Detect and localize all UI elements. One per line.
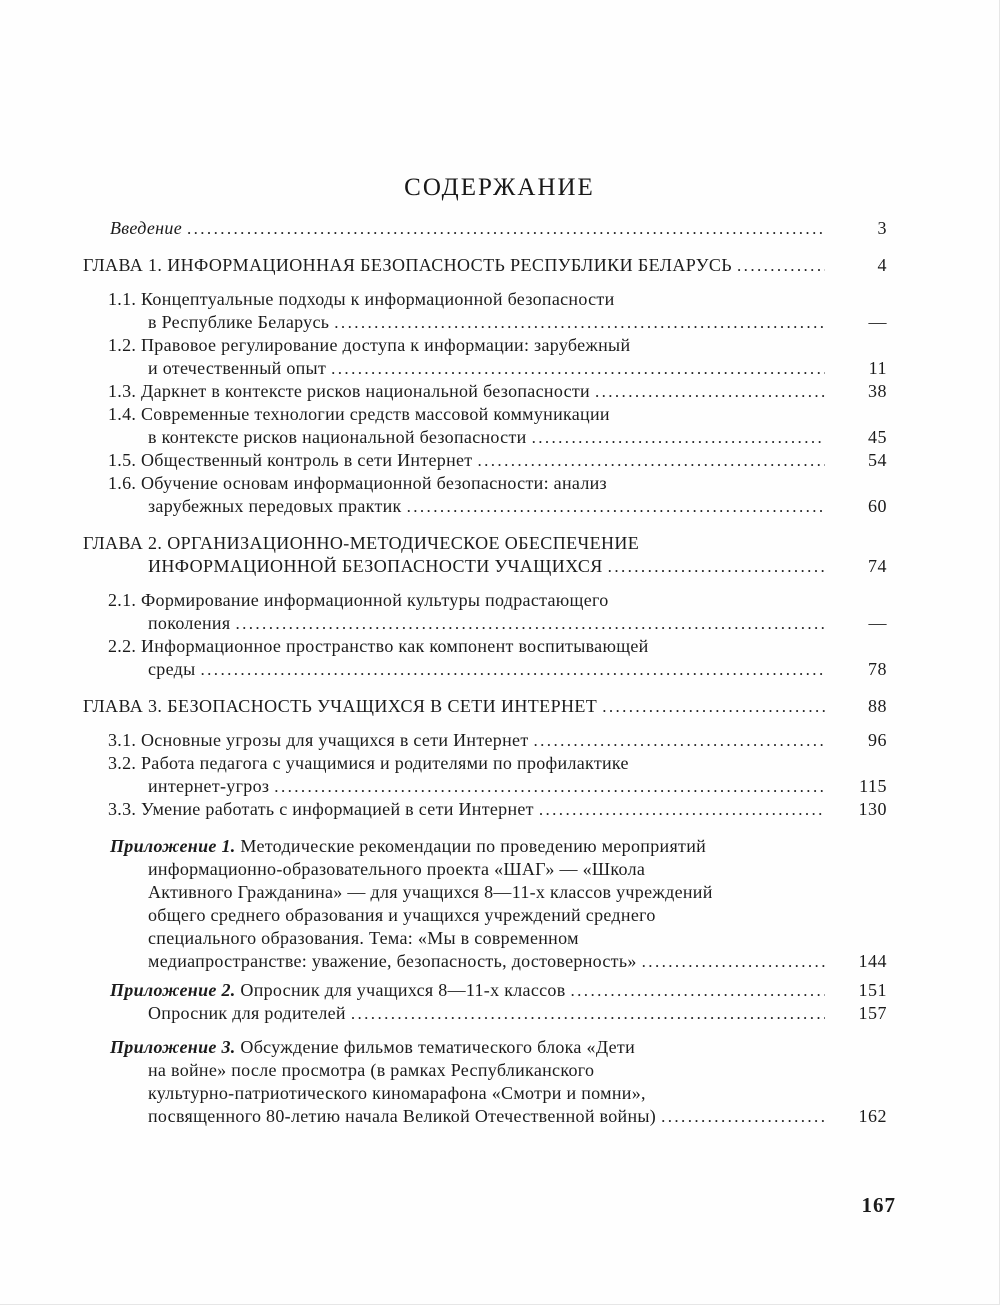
dot-leader (334, 311, 825, 334)
toc-entry-prefix: Приложение 1. (110, 836, 241, 856)
toc-entry (83, 403, 887, 449)
toc-entry-text: и отечественный опыт (148, 358, 327, 378)
dot-leader (532, 426, 825, 449)
toc-line (83, 881, 887, 904)
toc-line (83, 729, 887, 752)
toc-entry-text: 1.1. Концептуальные подходы к информационной безопасности (108, 289, 615, 309)
toc-entry-text: 3.3. Умение работать с информацией в сети Интернет (108, 799, 534, 819)
toc-line (83, 555, 887, 578)
toc-entry-text: Приложение 2. Опросник для учащихся 8—11-х классов (110, 980, 566, 1000)
toc-entry (83, 1002, 887, 1025)
toc-line (83, 1082, 887, 1105)
dot-leader (571, 979, 826, 1002)
toc-entry (83, 979, 887, 1002)
dot-leader (235, 612, 825, 635)
toc-line (83, 403, 887, 426)
toc-line (83, 775, 887, 798)
toc-entry-text: 3.2. Работа педагога с учащимися и родителями по профилактике (108, 753, 629, 773)
dot-leader (608, 555, 825, 578)
toc-page-number: 115 (859, 776, 887, 796)
toc-page-number: 162 (858, 1106, 887, 1126)
toc-line (83, 334, 887, 357)
toc-entry (83, 835, 887, 973)
toc-page-number: — (868, 312, 887, 332)
dot-leader (187, 217, 825, 240)
toc-entry-text: на войне» после просмотра (в рамках Республиканского (148, 1060, 595, 1080)
dot-leader (351, 1002, 825, 1025)
toc-entry-prefix: Приложение 3. (110, 1037, 241, 1057)
toc-line (83, 1105, 887, 1128)
toc-page-number: 38 (868, 381, 887, 401)
toc-entry (83, 589, 887, 635)
toc-entry-text: в контексте рисков национальной безопасности (148, 427, 527, 447)
toc-line (83, 904, 887, 927)
dot-leader (661, 1105, 825, 1128)
dot-leader (534, 729, 826, 752)
toc-line (83, 612, 887, 635)
dot-leader (539, 798, 825, 821)
toc-page-number: 88 (868, 696, 887, 716)
toc-entry-text: 2.2. Информационное пространство как компонент воспитывающей (108, 636, 649, 656)
toc-line (83, 658, 887, 681)
toc-line (83, 950, 887, 973)
dot-leader (642, 950, 825, 973)
toc-entry-text: поколения (148, 613, 231, 633)
toc-entry-text: Приложение 1. Методические рекомендации по проведению мероприятий (110, 836, 707, 856)
page-number: 167 (861, 1193, 896, 1217)
toc-line (83, 217, 887, 240)
dot-leader (595, 380, 825, 403)
toc-entry-prefix: Приложение 2. (110, 980, 241, 1000)
toc-line (83, 589, 887, 612)
toc-entry (83, 798, 887, 821)
toc-line (83, 635, 887, 658)
toc-list (83, 217, 887, 1128)
toc-page-number: 74 (868, 556, 887, 576)
toc-line (83, 380, 887, 403)
toc-line (83, 979, 887, 1002)
toc-entry-text: 1.5. Общественный контроль в сети Интернет (108, 450, 473, 470)
toc-entry-text: ГЛАВА 1. ИНФОРМАЦИОННАЯ БЕЗОПАСНОСТЬ РЕСПУБЛИКИ БЕЛАРУСЬ (83, 255, 733, 275)
toc-entry (83, 532, 887, 578)
toc-line (83, 357, 887, 380)
toc-line (83, 752, 887, 775)
toc-entry-text: посвященного 80-летию начала Великой Отечественной войны) (148, 1106, 657, 1126)
toc-page-number: 144 (858, 951, 887, 971)
toc-entry-text: специального образования. Тема: «Мы в современном (148, 928, 579, 948)
dot-leader (201, 658, 826, 681)
toc-line (83, 495, 887, 518)
toc-entry-text: общего среднего образования и учащихся учреждений среднего (148, 905, 656, 925)
toc-line (83, 1036, 887, 1059)
toc-entry-text: Опросник для родителей (148, 1003, 346, 1023)
toc-page-number: 60 (868, 496, 887, 516)
toc-line (83, 472, 887, 495)
toc-page-number: 78 (868, 659, 887, 679)
toc-line (83, 426, 887, 449)
toc-entry (83, 695, 887, 718)
toc-entry-text: медиапространстве: уважение, безопасность, достоверность» (148, 951, 637, 971)
toc-line (83, 311, 887, 334)
dot-leader (274, 775, 825, 798)
toc-entry-text: Приложение 3. Обсуждение фильмов тематического блока «Дети (110, 1037, 636, 1057)
toc-entry (83, 288, 887, 334)
toc-entry-text: ГЛАВА 3. БЕЗОПАСНОСТЬ УЧАЩИХСЯ В СЕТИ ИНТЕРНЕТ (83, 696, 598, 716)
dot-leader (331, 357, 825, 380)
toc-line (83, 288, 887, 311)
toc-entry (83, 472, 887, 518)
toc-page-number: — (868, 613, 887, 633)
page-title: СОДЕРЖАНИЕ (404, 174, 595, 201)
toc-page-number: 151 (858, 980, 887, 1000)
toc-entry (83, 635, 887, 681)
toc-entry (83, 254, 887, 277)
toc-line (83, 1002, 887, 1025)
toc-page-number: 45 (868, 427, 887, 447)
toc-line (83, 532, 887, 555)
toc-line (83, 835, 887, 858)
toc-line (83, 695, 887, 718)
toc-entry-text: интернет-угроз (148, 776, 270, 796)
toc-entry-text: Введение (110, 218, 182, 238)
toc-line (83, 254, 887, 277)
toc-page-number: 54 (868, 450, 887, 470)
toc-entry-text: в Республике Беларусь (148, 312, 330, 332)
toc-entry (83, 380, 887, 403)
toc-entry (83, 729, 887, 752)
toc-page-number: 96 (868, 730, 887, 750)
dot-leader (737, 254, 825, 277)
toc-entry-text: культурно-патриотического киномарафона «Смотри и помни», (148, 1083, 646, 1103)
toc-page-number: 4 (877, 255, 887, 275)
toc-entry-text: ГЛАВА 2. ОРГАНИЗАЦИОННО-МЕТОДИЧЕСКОЕ ОБЕСПЕЧЕНИЕ (83, 533, 640, 553)
toc-entry (83, 1036, 887, 1128)
toc-entry (83, 217, 887, 240)
dot-leader (602, 695, 825, 718)
dot-leader (407, 495, 825, 518)
toc-line (83, 1059, 887, 1082)
toc-entry-text: 3.1. Основные угрозы для учащихся в сети Интернет (108, 730, 529, 750)
toc-entry-text: ИНФОРМАЦИОННОЙ БЕЗОПАСНОСТИ УЧАЩИХСЯ (148, 556, 603, 576)
toc-line (83, 449, 887, 472)
toc-entry-text: 1.3. Даркнет в контексте рисков национальной безопасности (108, 381, 590, 401)
dot-leader (477, 449, 825, 472)
toc-line (83, 798, 887, 821)
toc-page-number: 157 (858, 1003, 887, 1023)
toc-entry-text: информационно-образовательного проекта «ШАГ» — «Школа (148, 859, 646, 879)
toc-entry-text: 1.4. Современные технологии средств массовой коммуникации (108, 404, 610, 424)
toc-entry-text: среды (148, 659, 196, 679)
toc-entry-text: 2.1. Формирование информационной культуры подрастающего (108, 590, 609, 610)
toc-entry-text: Активного Гражданина» — для учащихся 8—11-х классов учреждений (148, 882, 713, 902)
toc-page-number: 3 (877, 218, 887, 238)
toc-line (83, 858, 887, 881)
toc-page-number: 11 (868, 358, 887, 378)
toc-page-number: 130 (858, 799, 887, 819)
toc-entry-text: зарубежных передовых практик (148, 496, 402, 516)
toc-entry (83, 449, 887, 472)
toc-line (83, 927, 887, 950)
toc-entry-text: 1.6. Обучение основам информационной безопасности: анализ (108, 473, 607, 493)
toc-entry (83, 752, 887, 798)
toc-entry (83, 334, 887, 380)
toc-entry-text: 1.2. Правовое регулирование доступа к информации: зарубежный (108, 335, 631, 355)
